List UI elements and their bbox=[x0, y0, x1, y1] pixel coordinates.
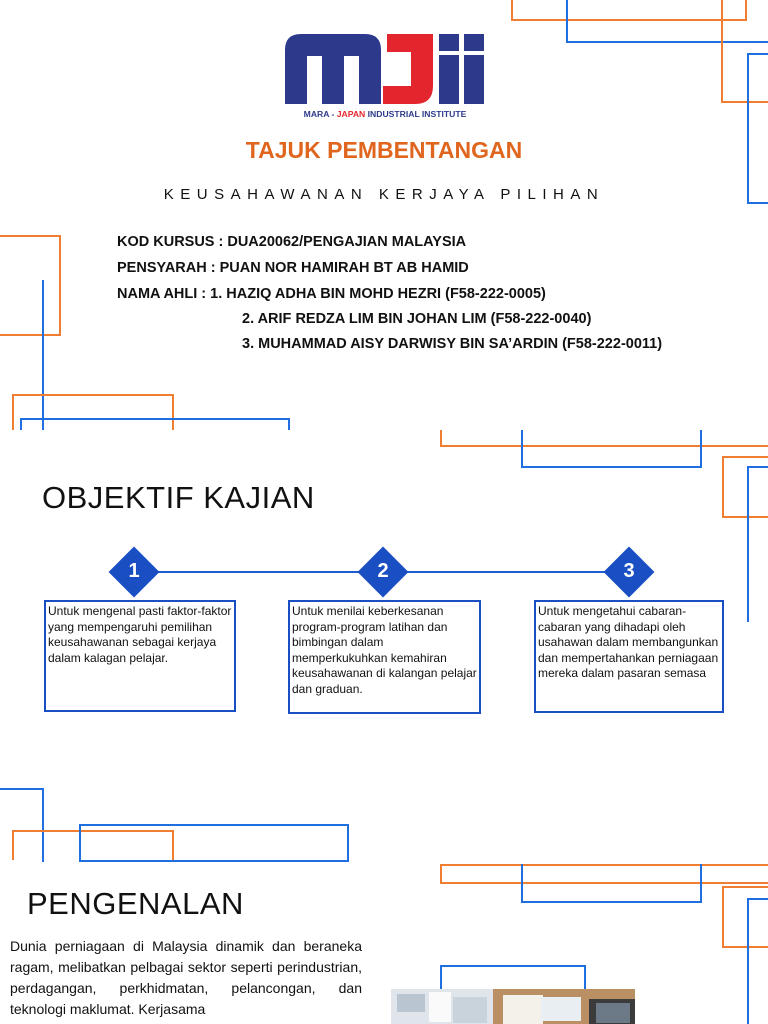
objective-box-3: Untuk mengetahui cabaran-cabaran yang dihadapi oleh usahawan dalam membangunkan dan mempertahankan perniagaan mereka dalam pasaran semasa bbox=[534, 600, 724, 713]
deco-blue-frame bbox=[747, 53, 768, 204]
business-photo bbox=[391, 989, 635, 1024]
step-3-number: 3 bbox=[623, 560, 635, 582]
deco-blue-frame bbox=[747, 466, 768, 622]
pengenalan-page bbox=[0, 760, 768, 1024]
deco-blue-frame bbox=[79, 824, 349, 862]
deco-blue-frame bbox=[20, 418, 290, 430]
objective-box-2: Untuk menilai keberkesanan program-program latihan dan bimbingan dalam memperkukuhkan kemahiran keusahawanan di kalangan pelajar dan graduan. bbox=[288, 600, 481, 714]
presentation-title: TAJUK PEMBENTANGAN bbox=[245, 137, 523, 163]
step-1-number: 1 bbox=[128, 560, 140, 582]
mjii-logo bbox=[283, 28, 487, 120]
cover-page bbox=[0, 0, 768, 430]
deco-blue-frame bbox=[747, 898, 768, 1024]
logo-tagline: MARA - JAPAN INDUSTRIAL INSTITUTE bbox=[303, 109, 467, 119]
objektif-page bbox=[0, 430, 768, 760]
presentation-subtitle: KEUSAHAWANAN KERJAYA PILIHAN bbox=[163, 186, 605, 203]
objective-box-1: Untuk mengenal pasti faktor-faktor yang mempengaruhi pemilihan keusahawanan sebagai kerjaya dalam kalagan pelajar. bbox=[44, 600, 236, 712]
deco-blue-frame bbox=[521, 864, 702, 903]
info-nama-ahli: NAMA AHLI : 1. HAZIQ ADHA BIN MOHD HEZRI (F58-222-0005) bbox=[117, 286, 546, 302]
pengenalan-heading: PENGENALAN bbox=[27, 886, 244, 921]
info-ahli-2: 2. ARIF REDZA LIM BIN JOHAN LIM (F58-222-0040) bbox=[242, 311, 592, 327]
step-2-number: 2 bbox=[377, 560, 389, 582]
info-kod-kursus: KOD KURSUS : DUA20062/PENGAJIAN MALAYSIA bbox=[117, 234, 467, 250]
info-pensyarah: PENSYARAH : PUAN NOR HAMIRAH BT AB HAMID bbox=[117, 260, 469, 276]
objektif-heading: OBJEKTIF KAJIAN bbox=[42, 480, 315, 515]
info-ahli-3: 3. MUHAMMAD AISY DARWISY BIN SA’ARDIN (F58-222-0011) bbox=[242, 336, 663, 352]
deco-blue-frame bbox=[521, 430, 702, 468]
pengenalan-paragraph: Dunia perniagaan di Malaysia dinamik dan beraneka ragam, melibatkan pelbagai sektor seperti perindustrian, perdagangan, perkhidmatan, pelancongan, dan teknologi maklumat. Kerjasama bbox=[10, 938, 362, 1017]
